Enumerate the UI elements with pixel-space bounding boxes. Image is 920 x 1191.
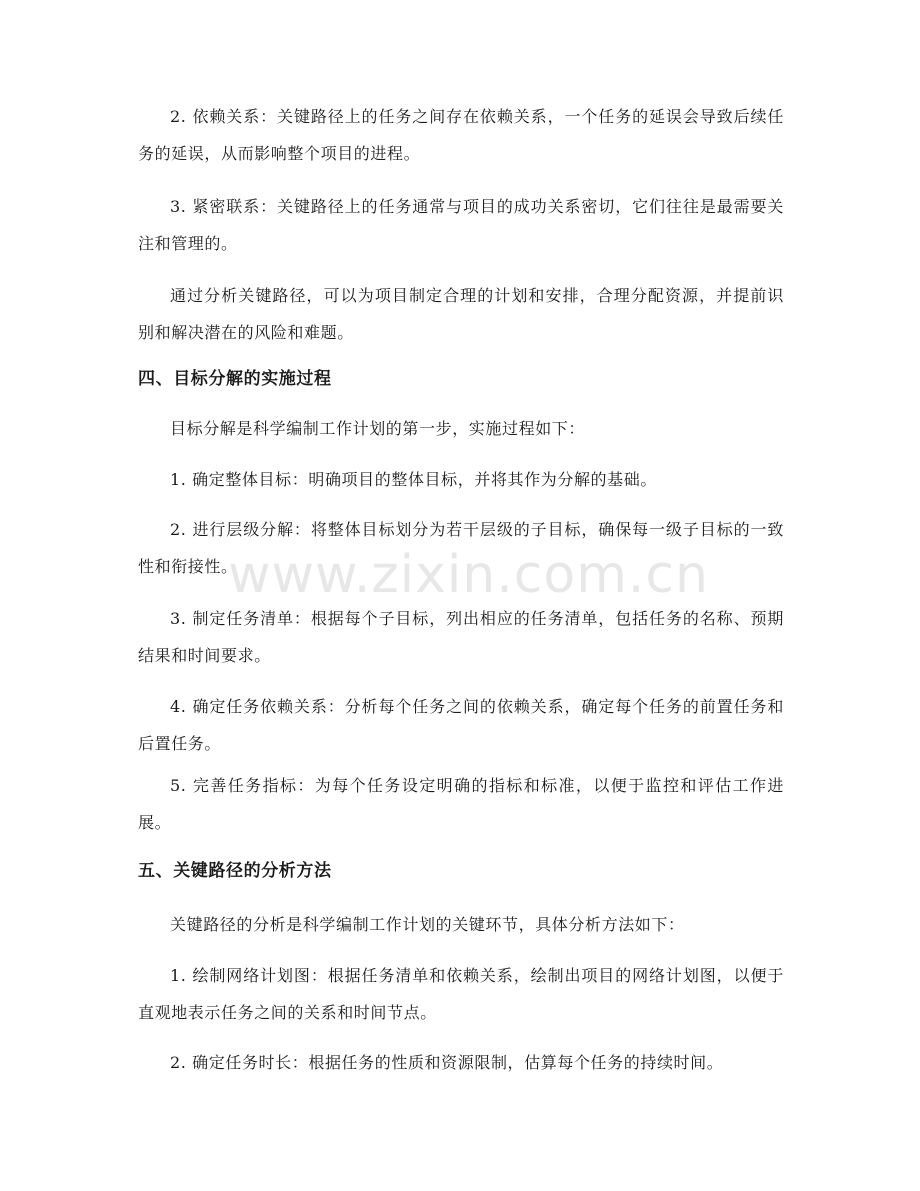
paragraph-summary: 通过分析关键路径，可以为项目制定合理的计划和安排，合理分配资源，并提前识别和解决潜在的风险和难题。 bbox=[138, 286, 784, 342]
paragraph-section4-intro: 目标分解是科学编制工作计划的第一步，实施过程如下： bbox=[170, 419, 586, 438]
section-heading-5: 五、关键路径的分析方法 bbox=[138, 861, 332, 881]
list-item: 1. 确定整体目标：明确项目的整体目标，并将其作为分解的基础。 bbox=[170, 470, 657, 489]
section-heading-4: 四、目标分解的实施过程 bbox=[138, 369, 332, 389]
watermark-text: www.zixin.com.cn bbox=[228, 545, 709, 605]
list-item: 4. 确定任务依赖关系：分析每个任务之间的依赖关系，确定每个任务的前置任务和后置任务。 bbox=[138, 697, 784, 753]
list-item: 1. 绘制网络计划图：根据任务清单和依赖关系，绘制出项目的网络计划图，以便于直观地表示任务之间的关系和时间节点。 bbox=[138, 966, 784, 1022]
list-item: 2. 确定任务时长：根据任务的性质和资源限制，估算每个任务的持续时间。 bbox=[170, 1053, 724, 1072]
list-item: 2. 进行层级分解：将整体目标划分为若干层级的子目标，确保每一级子目标的一致性和衔接性。 bbox=[138, 520, 784, 576]
paragraph-dependency: 2. 依赖关系：关键路径上的任务之间存在依赖关系，一个任务的延误会导致后续任务的延误，从而影响整个项目的进程。 bbox=[138, 107, 784, 163]
paragraph-section5-intro: 关键路径的分析是科学编制工作计划的关键环节，具体分析方法如下： bbox=[170, 915, 685, 934]
list-item: 3. 制定任务清单：根据每个子目标，列出相应的任务清单，包括任务的名称、预期结果和时间要求。 bbox=[138, 609, 784, 665]
list-item: 5. 完善任务指标：为每个任务设定明确的指标和标准，以便于监控和评估工作进展。 bbox=[138, 776, 784, 832]
paragraph-close-link: 3. 紧密联系：关键路径上的任务通常与项目的成功关系密切，它们往往是最需要关注和管理的。 bbox=[138, 197, 784, 253]
